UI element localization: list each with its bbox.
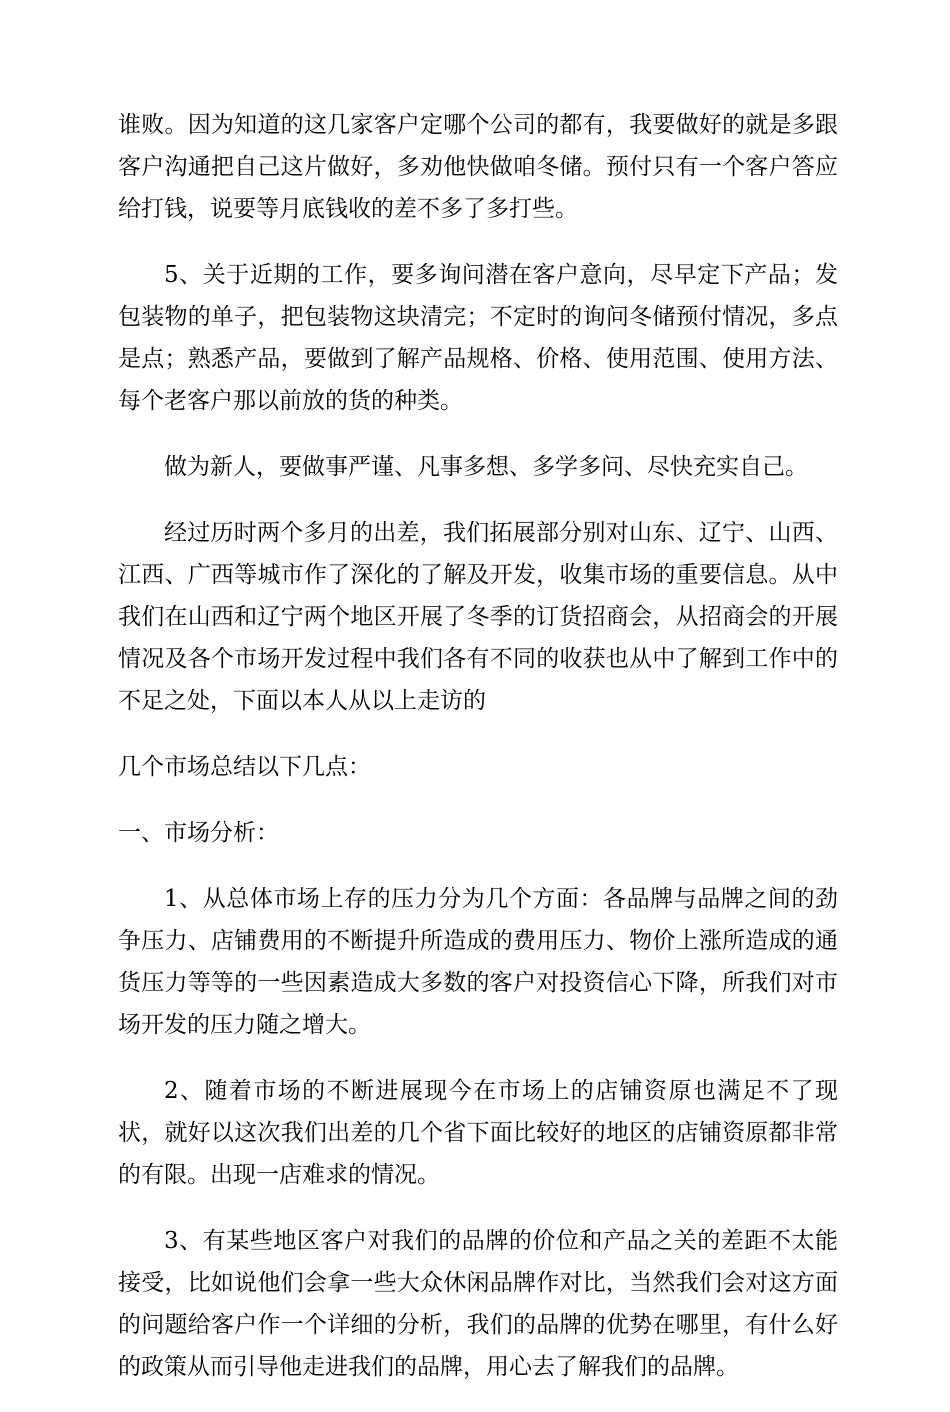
paragraph-item-3: 3、有某些地区客户对我们的品牌的价位和产品之关的差距不太能接受，比如说他们会拿一些大众休闲品牌作对比，当然我们会对这方面的问题给客户作一个详细的分析，我们的品牌的优势在哪里，有什么好的政策从而引导他走进我们的品牌，用心去了解我们的品牌。 (118, 1228, 838, 1380)
section-heading-market-analysis: 一、市场分析： (118, 820, 279, 846)
document-body (118, 104, 838, 1412)
paragraph-summary-intro: 几个市场总结以下几点： (118, 754, 371, 780)
paragraph-item-5: 5、关于近期的工作，要多询问潜在客户意向，尽早定下产品；发包装物的单子，把包装物这块清完；不定时的询问冬储预付情况，多点是点；熟悉产品，要做到了解产品规格、价格、使用范围、使用方法、每个老客户那以前放的货的种类。 (118, 262, 838, 414)
paragraph-newcomer: 做为新人，要做事严谨、凡事多想、多学多问、尽快充实自己。 (164, 454, 808, 480)
paragraph-item-1: 1、从总体市场上存的压力分为几个方面：各品牌与品牌之间的劲争压力、店铺费用的不断提升所造成的费用压力、物价上涨所造成的通货压力等等的一些因素造成大多数的客户对投资信心下降，所我们对市场开发的压力随之增大。 (118, 886, 838, 1038)
paragraph-continuation: 谁败。因为知道的这几家客户定哪个公司的都有，我要做好的就是多跟客户沟通把自己这片做好，多劝他快做咱冬储。预付只有一个客户答应给打钱，说要等月底钱收的差不多了多打些。 (118, 112, 838, 222)
paragraph-item-2: 2、随着市场的不断进展现今在市场上的店铺资原也满足不了现状，就好以这次我们出差的几个省下面比较好的地区的店铺资原都非常的有限。出现一店难求的情况。 (118, 1078, 838, 1188)
paragraph-business-trip: 经过历时两个多月的出差，我们拓展部分别对山东、辽宁、山西、江西、广西等城市作了深化的了解及开发，收集市场的重要信息。从中我们在山西和辽宁两个地区开展了冬季的订货招商会，从招商会的开展情况及各个市场开发过程中我们各有不同的收获也从中了解到工作中的不足之处，下面以本人从以上走访的 (118, 520, 838, 714)
